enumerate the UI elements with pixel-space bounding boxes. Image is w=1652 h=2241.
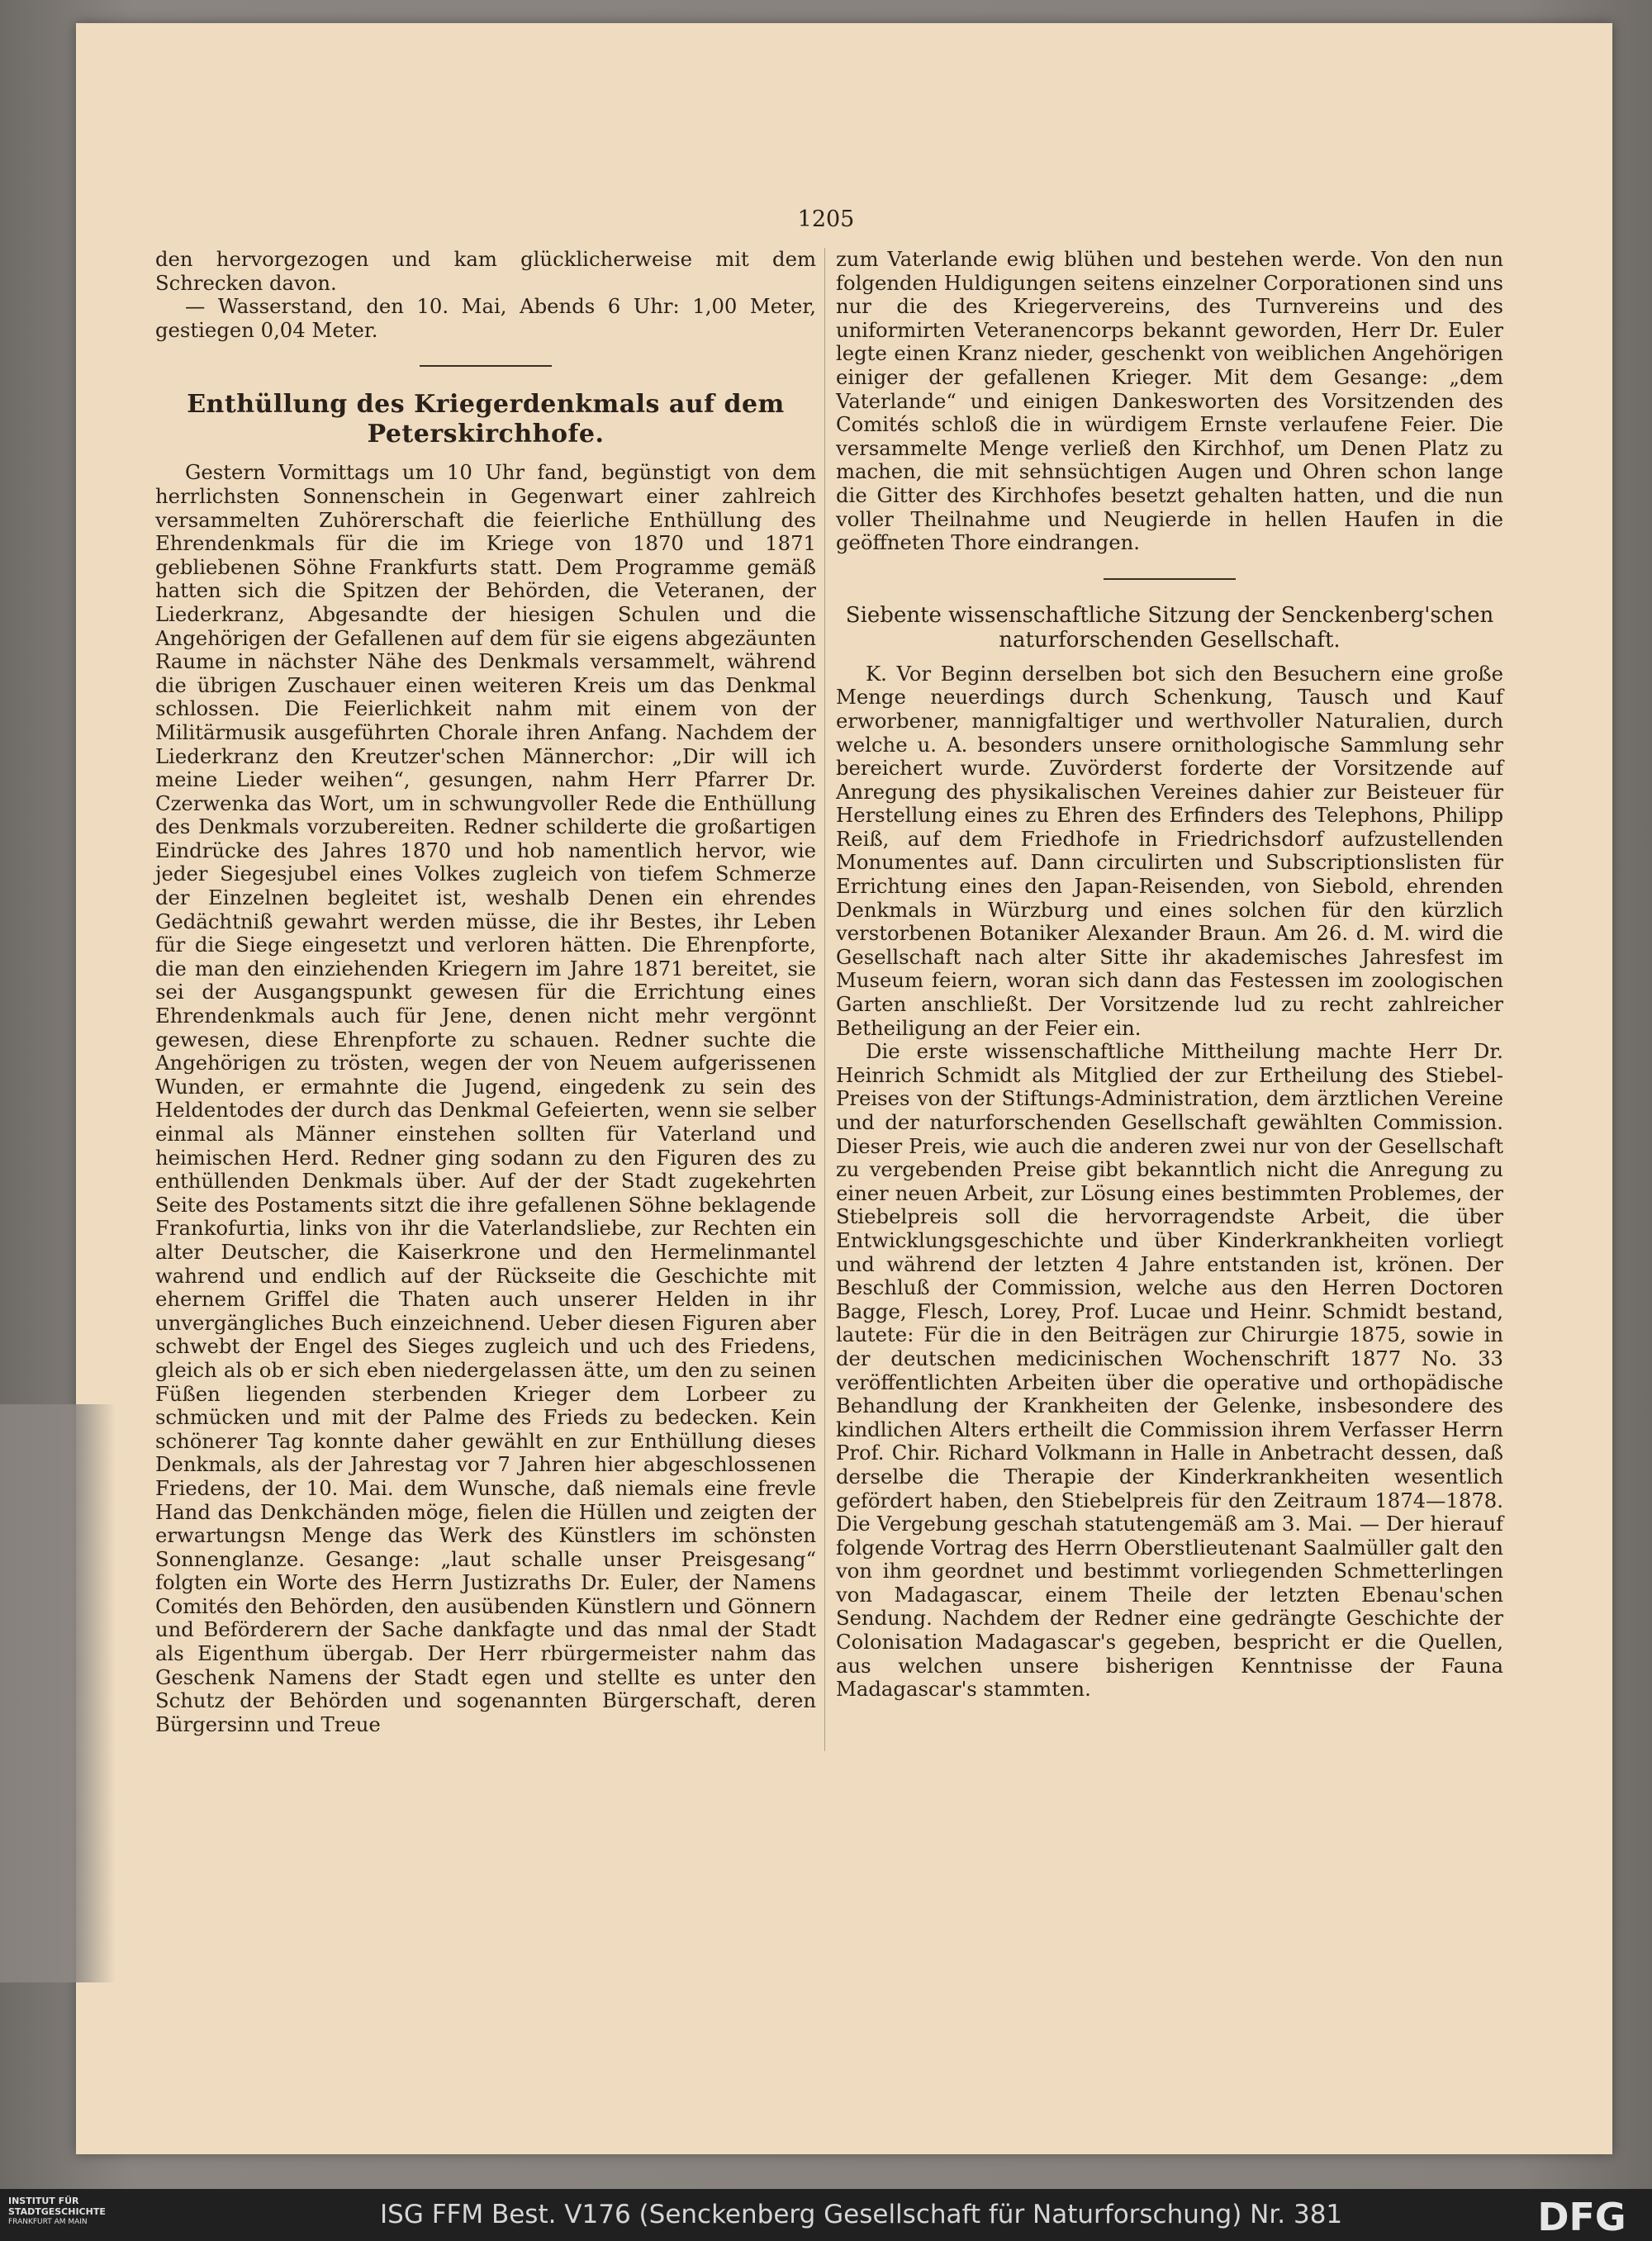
institute-line-1: INSTITUT FÜR	[8, 2196, 79, 2206]
article-paragraph: Die erste wissenschaftliche Mittheilung machte Herr Dr. Heinrich Schmidt als Mitglied der zur Ertheilung des Stiebel-Preises von der Stiftungs-Administration, dem ärztlichen Vereine und der naturforschenden Gesellschaft gewählten Commission. Dieser Preis, wie auch die anderen zwei nur von der Gesellschaft zu vergebenden Preise gibt bekanntlich nicht die Anregung zu einer neuen Arbeit, zur Lösung eines bestimmten Problemes, der Stiebelpreis soll die hervorragendste Arbeit, die über Entwicklungsgeschichte und über Kinderkrankheiten vorliegt und während der letzten 4 Jahre entstanden ist, krönen. Der Beschluß der Commission, welche aus den Herren Doctoren Bagge, Flesch, Lorey, Prof. Lucae und Heinr. Schmidt bestand, lautete: Für die in den Beiträgen zur Chirurgie 1875, sowie in der deutschen medicinischen Wochenschrift 1877 No. 33 veröffentlichten Arbeiten über die operative und orthopädische Behandlung der Krankheiten der Gelenke, insbesondere des kindlichen Alters ertheilt die Commission ihrem Verfasser Herrn Prof. Chir. Richard Volkmann in Halle in Anbetracht dessen, daß derselbe die Therapie der Kinderkrankheiten wesentlich gefördert haben, den Stiebelpreis für den Zeitraum 1874—1878. Die Vergebung geschah statutengemäß am 3. Mai. — Der hierauf folgende Vortrag des Herrn Oberstlieutenant Saalmüller galt den von ihm geordnet und bestimmt vorliegenden Schmetterlingen von Madagascar, einem Theile der letzten Ebenau'schen Sendung. Nachdem der Redner eine gedrängte Geschichte der Colonisation Madagascar's gegeben, bespricht er die Quellen, aus welchen unsere bisherigen Kenntnisse der Fauna Madagascar's stammten.	[836, 1039, 1503, 1702]
left-column	[155, 248, 816, 1736]
article-title-senckenberg: Siebente wissenschaftliche Sitzung der Senckenberg'schen naturforschenden Gesellschaft.	[845, 602, 1494, 653]
institute-line-3: FRANKFURT AM MAIN	[8, 2218, 88, 2226]
intro-line-1: den hervorgezogen und kam glücklicherweise mit dem Schrecken davon.	[155, 247, 816, 295]
institute-line-2: STADTGESCHICHTE	[8, 2206, 106, 2217]
column-divider	[824, 248, 825, 1751]
intro-line-2: — Wasserstand, den 10. Mai, Abends 6 Uhr: 1,00 Meter, gestiegen 0,04 Meter.	[155, 294, 816, 342]
dfg-logo	[1520, 2194, 1644, 2237]
article-paragraph: K. Vor Beginn derselben bot sich den Besuchern eine große Menge neuerdings durch Schenkung, Tausch und Kauf erworbener, mannigfaltiger und werthvoller Naturalien, durch welche u. A. besonders unsere ornithologische Sammlung sehr bereichert wurde. Zuvörderst forderte der Vorsitzende auf Anregung des physikalischen Vereines dahier zur Beisteuer für Herstellung eines zu Ehren des Erfinders des Telephons, Philipp Reiß, auf dem Friedhofe in Friedrichsdorf aufzustellenden Monumentes auf. Dann circulirten und Subscriptionslisten für Errichtung eines den Japan-Reisenden, von Siebold, ehrenden Denkmals in Würzburg und eines solchen für den kürzlich verstorbenen Botaniker Alexander Braun. Am 26. d. M. wird die Gesellschaft nach alter Sitte ihr akademisches Jahresfest im Museum feiern, woran sich dann das Festessen im zoologischen Garten anschließt. Der Vorsitzende lud zu recht zahlreicher Betheiligung an der Feier ein.	[836, 661, 1503, 1040]
section-rule	[1104, 578, 1236, 580]
continuation-paragraph: zum Vaterlande ewig blühen und bestehen werde. Von den nun folgenden Huldigungen seitens einzelner Corporationen sind uns nur die des Kriegervereins, des Turnvereins und des uniformirten Veteranencorps bekannt geworden, Herr Dr. Euler legte einen Kranz nieder, geschenkt von weiblichen Angehörigen einiger der gefallenen Krieger. Mit dem Gesange: „dem Vaterlande“ und einigen Dankesworten des Vorsitzenden des Comités schloß die in würdigem Ernste verlaufene Feier. Die versammelte Menge verließ den Kirchhof, um Denen Platz zu machen, die mit sehnsüchtigen Augen und Ohren schon lange die Gitter des Kirchhofes besetzt gehalten hatten, und die nun voller Theilnahme und Neugierde in hellen Haufen in die geöffneten Thore eindrangen.	[836, 247, 1503, 555]
torn-paper-edge	[0, 1404, 116, 1982]
dfg-logo-text: DFG	[1537, 2195, 1626, 2237]
right-column	[836, 248, 1503, 1702]
page-number: 1205	[797, 207, 855, 232]
section-rule	[420, 365, 552, 367]
archive-caption: ISG FFM Best. V176 (Senckenberg Gesellschaft für Naturforschung) Nr. 381	[380, 2200, 1343, 2229]
institute-logo	[8, 2196, 157, 2228]
archive-footer	[0, 2189, 1652, 2241]
article-title-denkmal: Enthüllung des Kriegerdenkmals auf dem Peterskirchhofe.	[187, 390, 785, 449]
article-paragraph: Gestern Vormittags um 10 Uhr fand, begünstigt von dem herrlichsten Sonnenschein in Gegenwart einer zahlreich versammelten Zuhörerschaft die feierliche Enthüllung des Ehrendenkmals für die im Kriege von 1870 und 1871 gebliebenen Söhne Frankfurts statt. Dem Programme gemäß hatten sich die Spitzen der Behörden, die Veteranen, der Liederkranz, Abgesandte der hiesigen Schulen und die Angehörigen der Gefallenen auf dem für sie eigens abgezäunten Raume in nächster Nähe des Denkmals versammelt, während die übrigen Zuschauer einen weiteren Kreis um das Denkmal schlossen. Die Feierlichkeit nahm mit einem von der Militärmusik ausgeführten Chorale ihren Anfang. Nachdem der Liederkranz den Kreutzer'schen Männerchor: „Dir will ich meine Lieder weihen“, gesungen, nahm Herr Pfarrer Dr. Czerwenka das Wort, um in schwungvoller Rede die Enthüllung des Denkmals vorzubereiten. Redner schilderte die großartigen Eindrücke des Jahres 1870 und hob namentlich hervor, wie jeder Siegesjubel eines Volkes zugleich von tiefem Schmerze der Einzelnen begleitet ist, weshalb Denen ein ehrendes Gedächtniß gewahrt werden müsse, die ihr Bestes, ihr Leben für die Siege eingesetzt und verloren hätten. Die Ehrenpforte, die man den einziehenden Kriegern im Jahre 1871 bereitet, sie sei der Ausgangspunkt gewesen für die Errichtung eines Ehrendenkmals auch für Jene, denen nicht mehr vergönnt gewesen, diese Ehrenpforte zu schauen. Redner suchte die Angehörigen zu trösten, wegen der von Neuem aufgerissenen Wunden, er ermahnte die Jugend, eingedenk zu sein des Heldentodes der durch das Denkmal Gefeierten, wenn sie selber einmal als Männer einstehen sollten für Vaterland und heimischen Herd. Redner ging sodann zu den Figuren des zu enthüllenden Denkmals über. Auf der der Stadt zugekehrten Seite des Postaments sitzt die ihre gefallenen Söhne beklagende Frankofurtia, links von ihr die Vaterlandsliebe, zur Rechten ein alter Deutscher, die Kaiserkrone und den Hermelinmantel wahrend und endlich auf der Rückseite die Geschichte mit ehernem Griffel die Thaten auch unserer Helden in ihr unvergängliches Buch einzeichnend. Ueber diesen Figuren aber schwebt der Engel des Sieges zugleich und uch des Friedens, gleich als ob er sich eben niedergelassen ätte, um den zu seinen Füßen liegenden sterbenden Krieger dem Lorbeer zu schmücken und mit der Palme des Frieds zu bedecken. Kein schönerer Tag konnte daher gewählt en zur Enthüllung dieses Denkmals, als der Jahrestag vor 7 Jahren hier abgeschlossenen Friedens, der 10. Mai. dem Wunsche, daß niemals eine frevle Hand das Denkchänden möge, fielen die Hüllen und zeigten der erwartungsn Menge das Werk des Künstlers im schönsten Sonnenglanze. Gesange: „laut schalle unser Preisgesang“ folgten ein Worte des Herrn Justizraths Dr. Euler, der Namens Comités den Behörden, den ausübenden Künstlern und Gönnern und Beförderern der Sache dankfagte und das nmal der Stadt als Eigenthum übergab. Der Herr rbürgermeister nahm das Geschenk Namens der Stadt egen und stellte es unter den Schutz der Behörden und sogenannten Bürgerschaft, deren Bürgersinn und Treue	[155, 460, 816, 1736]
